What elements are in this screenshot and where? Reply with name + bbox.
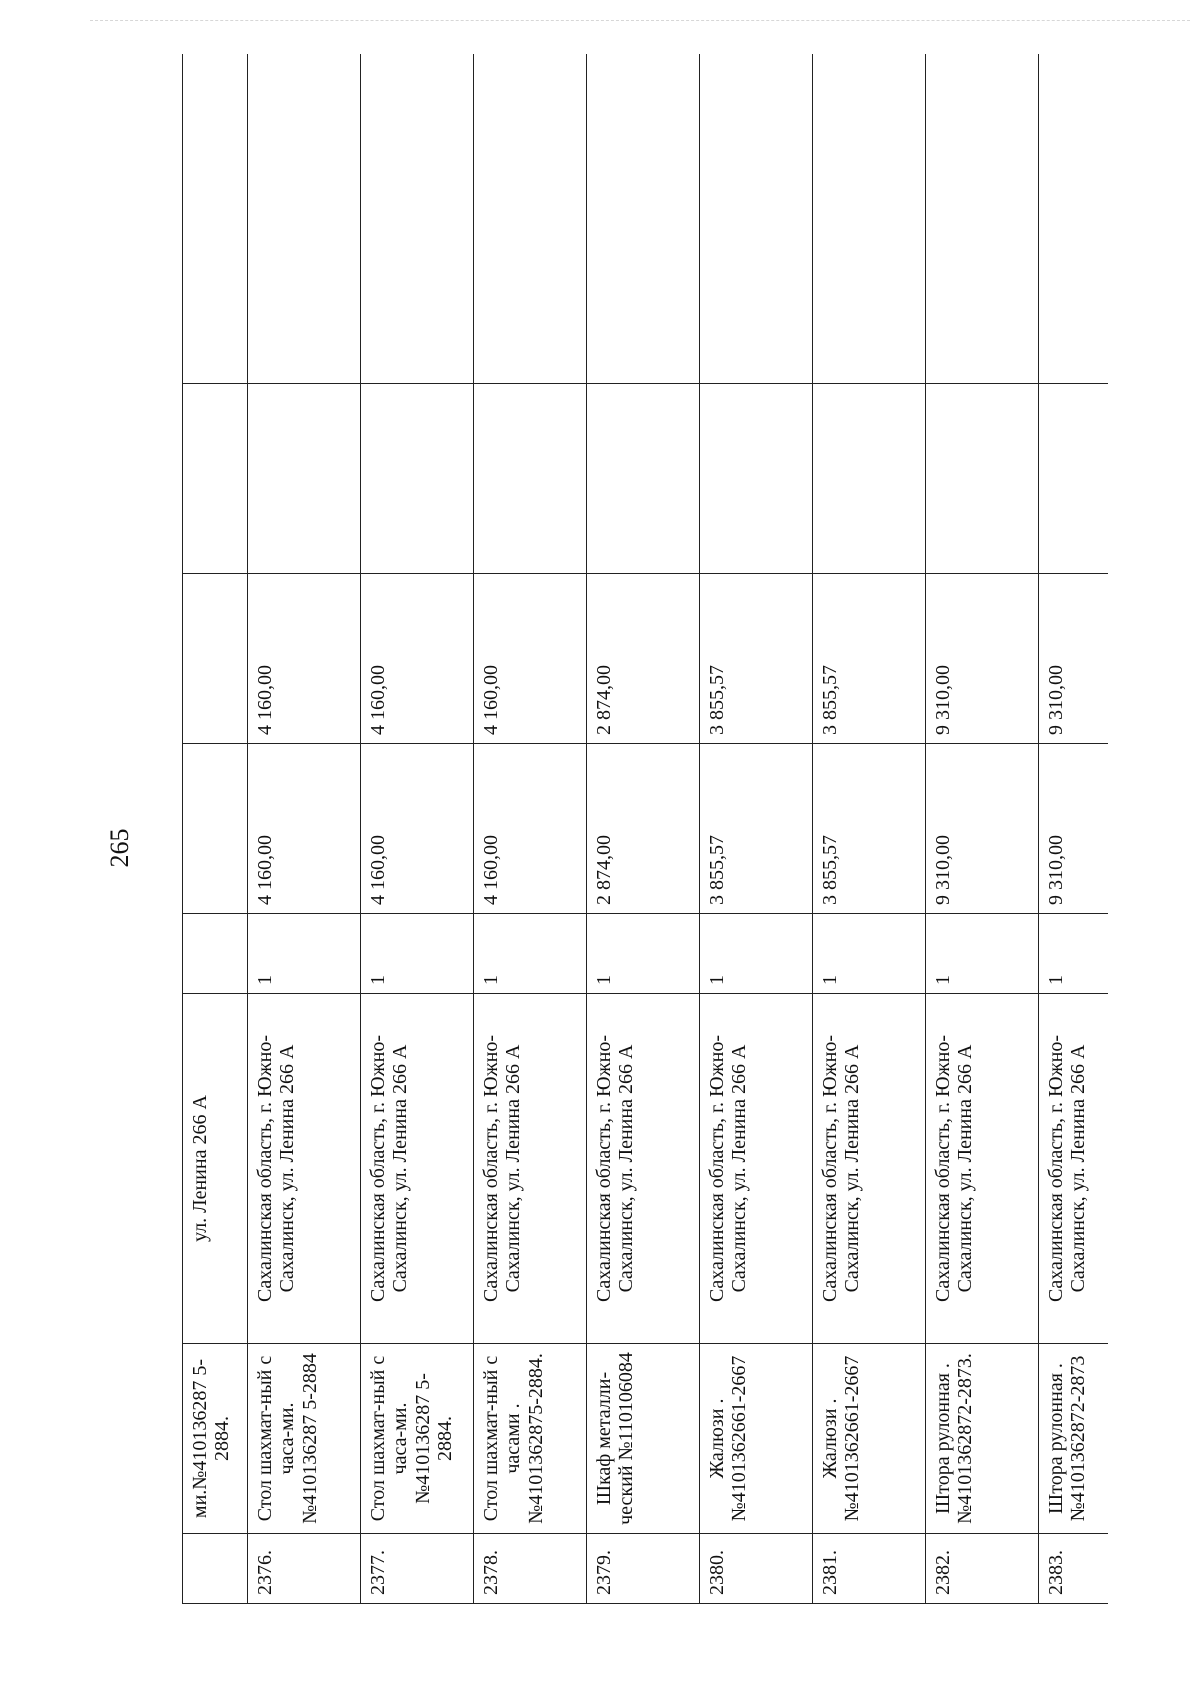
cell-address: Сахалинская область, г. Южно-Сахалинск, ул. Ленина 266 А [587,994,700,1344]
cell-empty-1 [183,384,248,574]
cell-empty-1 [474,384,587,574]
cell-name: Жалюзи .№4101362661-2667 [700,1344,813,1534]
cell-num: 2382. [926,1534,1039,1604]
cell-address: Сахалинская область, г. Южно-Сахалинск, ул. Ленина 266 А [1039,994,1109,1344]
cell-value-1: 4 160,00 [474,744,587,914]
cell-value-2: 9 310,00 [926,574,1039,744]
cell-num [183,1534,248,1604]
scan-noise [90,20,1190,27]
table-row [1039,54,1109,1604]
page-number: 265 [105,828,134,868]
cell-value-2: 3 855,57 [700,574,813,744]
cell-value-1: 4 160,00 [248,744,361,914]
cell-qty: 1 [248,914,361,994]
cell-address: Сахалинская область, г. Южно-Сахалинск, ул. Ленина 266 А [813,994,926,1344]
cell-num: 2381. [813,1534,926,1604]
cell-address: Сахалинская область, г. Южно-Сахалинск, ул. Ленина 266 А [474,994,587,1344]
cell-value-1 [183,744,248,914]
cell-empty-2 [813,54,926,384]
cell-num: 2379. [587,1534,700,1604]
cell-empty-2 [474,54,587,384]
cell-name: Шкаф металли-ческий №110106084 [587,1344,700,1534]
table-row-continued [183,54,248,1604]
cell-name: Стол шахмат-ный с часа-ми.№410136287 5-2884. [361,1344,474,1534]
cell-num: 2383. [1039,1534,1109,1604]
table-row [926,54,1039,1604]
cell-empty-2 [183,54,248,384]
cell-empty-1 [926,384,1039,574]
cell-qty: 1 [926,914,1039,994]
cell-value-1: 3 855,57 [700,744,813,914]
cell-num: 2378. [474,1534,587,1604]
cell-empty-1 [1039,384,1109,574]
cell-value-1: 3 855,57 [813,744,926,914]
cell-qty: 1 [1039,914,1109,994]
cell-empty-2 [1039,54,1109,384]
cell-value-2: 3 855,57 [813,574,926,744]
cell-qty: 1 [813,914,926,994]
cell-name: Стол шахмат-ный с часами .№4101362875-2884. [474,1344,587,1534]
cell-value-2: 4 160,00 [361,574,474,744]
inventory-table [182,54,1108,1604]
cell-empty-1 [361,384,474,574]
cell-empty-1 [587,384,700,574]
cell-address: Сахалинская область, г. Южно-Сахалинск, ул. Ленина 266 А [361,994,474,1344]
cell-address: Сахалинская область, г. Южно-Сахалинск, ул. Ленина 266 А [248,994,361,1344]
cell-value-2: 9 310,00 [1039,574,1109,744]
cell-qty: 1 [700,914,813,994]
rotated-table-container [182,54,1108,1604]
cell-qty: 1 [587,914,700,994]
cell-name: ми.№410136287 5-2884. [183,1344,248,1534]
cell-qty [183,914,248,994]
table-row [248,54,361,1604]
table-row [813,54,926,1604]
cell-value-1: 2 874,00 [587,744,700,914]
cell-qty: 1 [474,914,587,994]
cell-name: Штора рулонная .№4101362872-2873. [926,1344,1039,1534]
table-frame [182,54,1108,1604]
cell-value-2 [183,574,248,744]
cell-address: ул. Ленина 266 А [183,994,248,1344]
cell-address: Сахалинская область, г. Южно-Сахалинск, ул. Ленина 266 А [700,994,813,1344]
cell-name: Жалюзи .№4101362661-2667 [813,1344,926,1534]
table-row [361,54,474,1604]
cell-name: Стол шахмат-ный с часа-ми.№410136287 5-2884 [248,1344,361,1534]
cell-num: 2377. [361,1534,474,1604]
cell-empty-2 [700,54,813,384]
cell-value-2: 4 160,00 [474,574,587,744]
cell-empty-2 [361,54,474,384]
cell-value-1: 4 160,00 [361,744,474,914]
cell-num: 2380. [700,1534,813,1604]
cell-name: Штора рулонная .№4101362872-2873 [1039,1344,1109,1534]
table-row [474,54,587,1604]
cell-empty-2 [587,54,700,384]
cell-empty-2 [248,54,361,384]
cell-qty: 1 [361,914,474,994]
cell-address: Сахалинская область, г. Южно-Сахалинск, ул. Ленина 266 А [926,994,1039,1344]
cell-value-2: 4 160,00 [248,574,361,744]
cell-empty-1 [700,384,813,574]
cell-value-2: 2 874,00 [587,574,700,744]
table-row [587,54,700,1604]
cell-num: 2376. [248,1534,361,1604]
cell-value-1: 9 310,00 [926,744,1039,914]
cell-empty-2 [926,54,1039,384]
cell-empty-1 [813,384,926,574]
table-row [700,54,813,1604]
cell-value-1: 9 310,00 [1039,744,1109,914]
cell-empty-1 [248,384,361,574]
